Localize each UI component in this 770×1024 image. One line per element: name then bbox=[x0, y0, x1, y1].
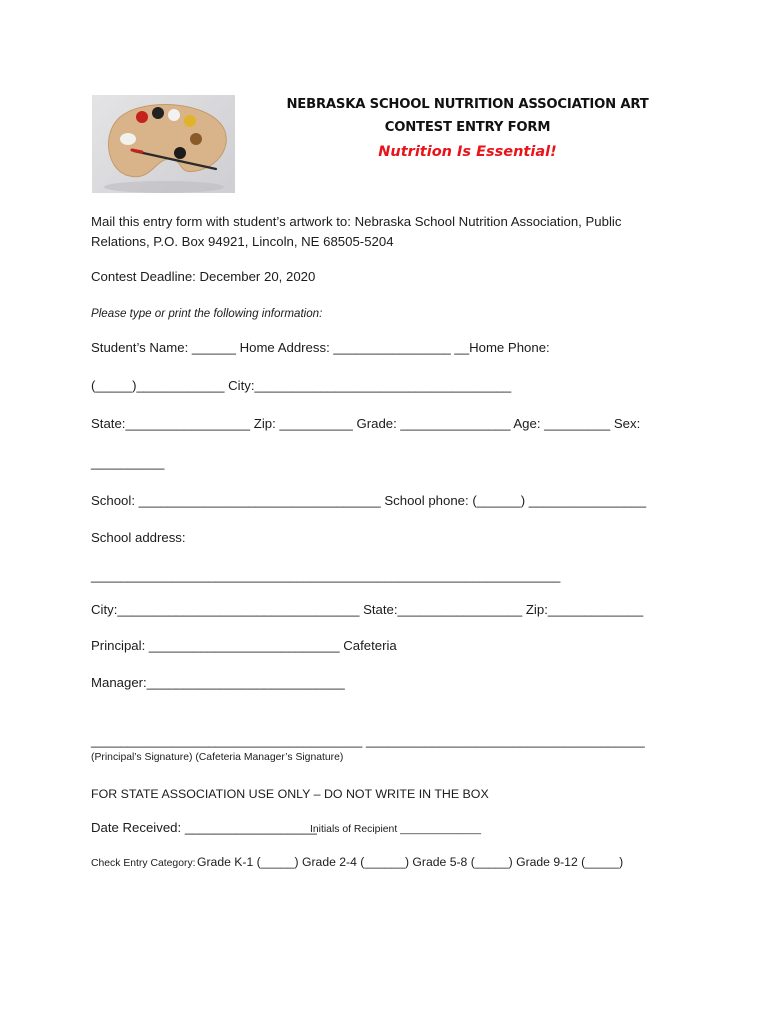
instruction-text: Please type or print the following information: bbox=[91, 307, 323, 320]
school-field[interactable]: School: _________________________________ School phone: (______) ________________ bbox=[91, 493, 647, 508]
signature-labels: (Principal’s Signature) (Cafeteria Manager’s Signature) bbox=[91, 752, 344, 763]
school-address-field[interactable]: ________________________________________________________________ bbox=[91, 568, 561, 583]
student-info-field[interactable]: Student’s Name: ______ Home Address: ________________ __Home Phone: bbox=[91, 340, 550, 355]
contest-deadline: Contest Deadline: December 20, 2020 bbox=[91, 269, 316, 284]
sex-field-blank[interactable]: __________ bbox=[91, 455, 165, 470]
signature-lines[interactable]: _____________________________________ ______________________________________ bbox=[91, 733, 645, 748]
form-tagline: Nutrition Is Essential! bbox=[378, 144, 557, 160]
intro-line-2: Relations, P.O. Box 94921, Lincoln, NE 68505-5204 bbox=[91, 234, 394, 249]
form-header bbox=[280, 93, 655, 165]
cafeteria-manager-field[interactable]: Manager:___________________________ bbox=[91, 675, 345, 690]
phone-city-field[interactable]: (_____)____________ City:___________________________________ bbox=[91, 378, 512, 393]
intro-line-1: Mail this entry form with student’s artwork to: Nebraska School Nutrition Association, Public bbox=[91, 214, 622, 229]
school-address-label: School address: bbox=[91, 530, 186, 545]
entry-category-options[interactable]: Grade K-1 (_____) Grade 2-4 (______) Grade 5-8 (_____) Grade 9-12 (_____) bbox=[197, 855, 624, 869]
recipient-initials-field[interactable]: Initials of Recipient ______________ bbox=[310, 824, 481, 835]
state-zip-grade-age-sex-field[interactable]: State:_________________ Zip: __________ Grade: _______________ Age: _________ Sex: bbox=[91, 416, 641, 431]
artist-palette-photo bbox=[92, 95, 235, 193]
date-received-field[interactable]: Date Received: __________________ bbox=[91, 820, 317, 835]
office-use-heading: FOR STATE ASSOCIATION USE ONLY – DO NOT WRITE IN THE BOX bbox=[91, 787, 489, 801]
city-state-zip-field[interactable]: City:_________________________________ State:_________________ Zip:_____________ bbox=[91, 602, 644, 617]
principal-field[interactable]: Principal: __________________________ Cafeteria bbox=[91, 638, 397, 653]
entry-category-label: Check Entry Category: bbox=[91, 858, 196, 869]
palette-icon bbox=[92, 95, 235, 193]
form-title-line-1: NEBRASKA SCHOOL NUTRITION ASSOCIATION ART bbox=[286, 97, 649, 112]
form-title-line-2: CONTEST ENTRY FORM bbox=[384, 120, 551, 135]
